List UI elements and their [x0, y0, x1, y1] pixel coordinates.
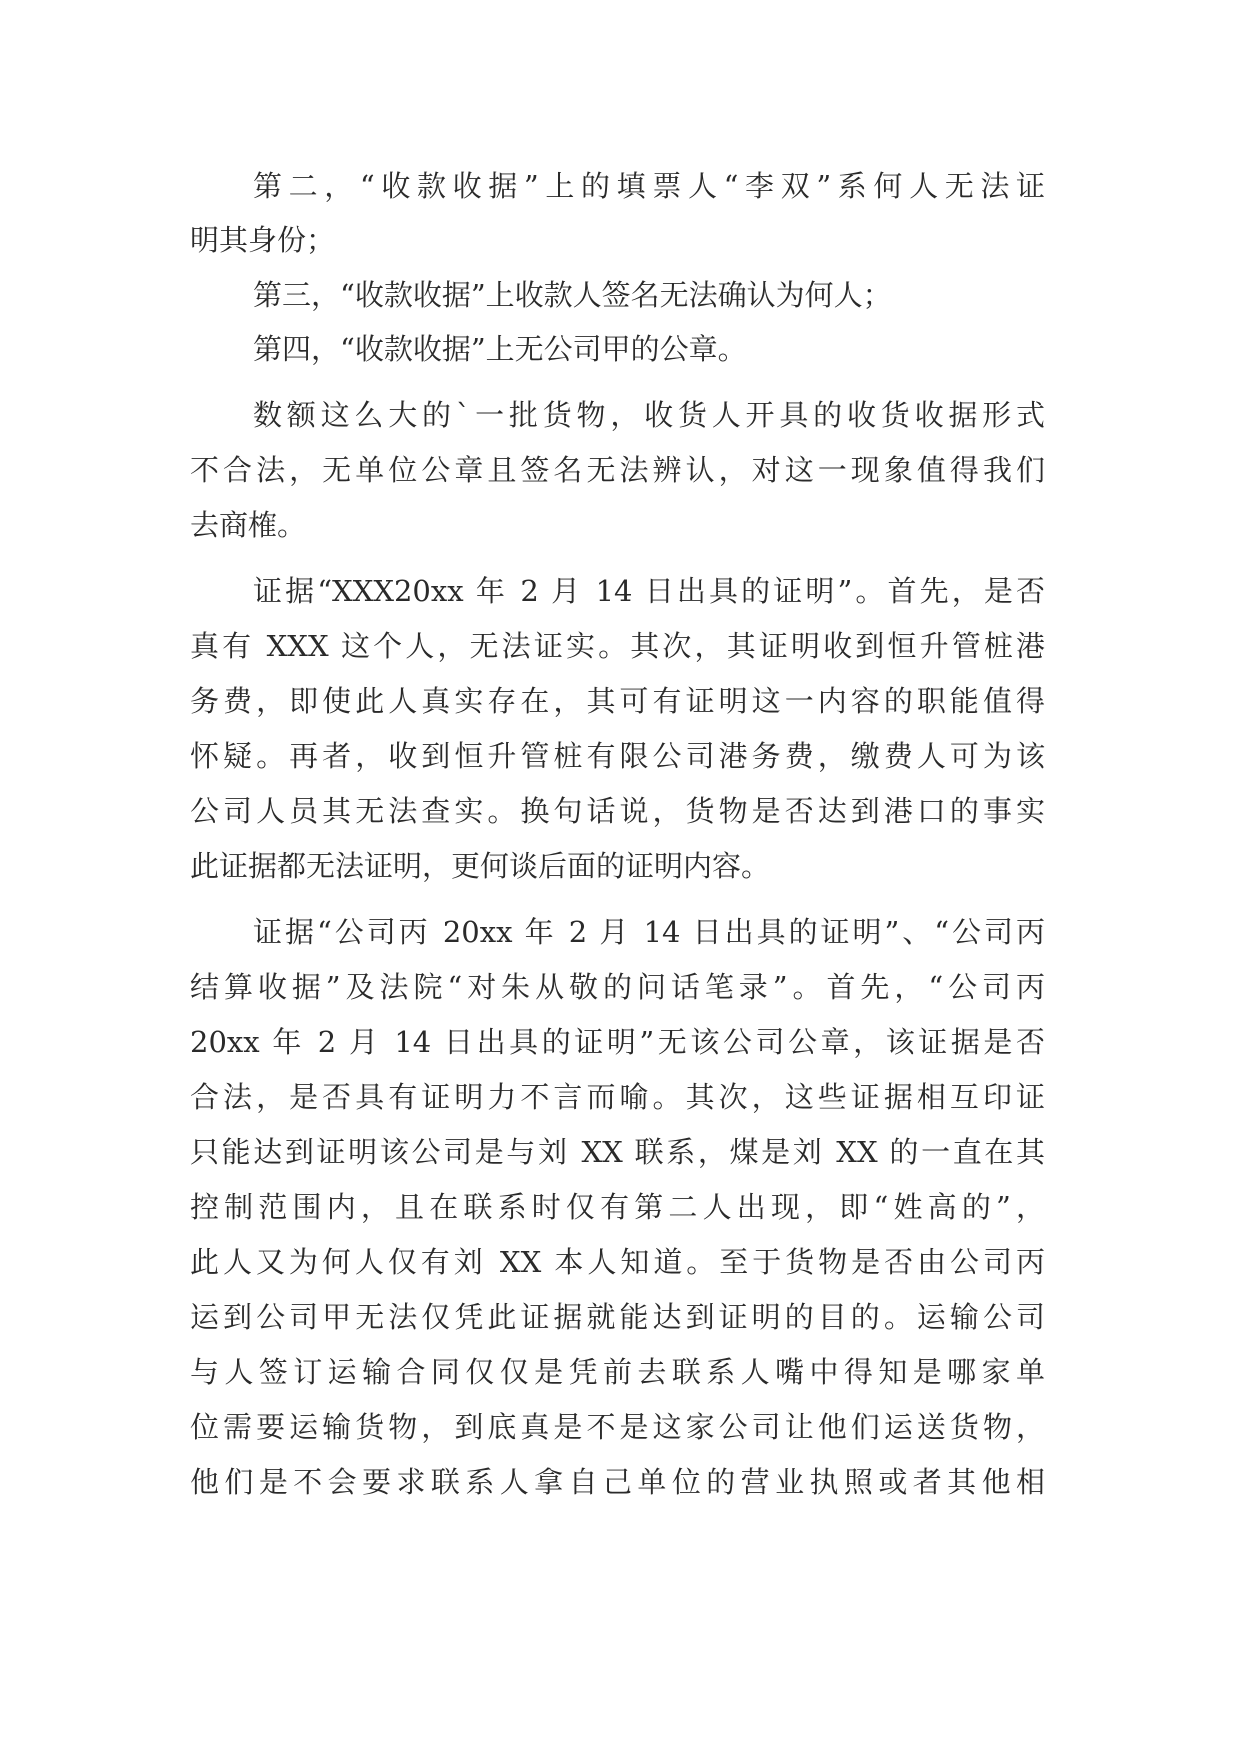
- paragraph-line: 20xx 年 2 月 14 日出具的证明”无该公司公章，该证据是否: [190, 1025, 1045, 1059]
- paragraph-line: 合法，是否具有证明力不言而喻。其次，这些证据相互印证: [190, 1080, 1045, 1114]
- paragraph-line: 第四，“收款收据”上无公司甲的公章。: [253, 332, 747, 366]
- paragraph-line: 证据“公司丙 20xx 年 2 月 14 日出具的证明”、“公司丙: [253, 915, 1045, 949]
- paragraph-line: 运到公司甲无法仅凭此证据就能达到证明的目的。运输公司: [190, 1300, 1045, 1334]
- paragraph-line: 明其身份；: [190, 223, 336, 257]
- paragraph-line: 务费，即使此人真实存在，其可有证明这一内容的职能值得: [190, 684, 1045, 718]
- paragraph-line: 结算收据”及法院“对朱从敬的问话笔录”。首先，“公司丙: [190, 970, 1045, 1004]
- paragraph-line: 与人签订运输合同仅仅是凭前去联系人嘴中得知是哪家单: [190, 1355, 1045, 1389]
- paragraph-line: 此证据都无法证明，更何谈后面的证明内容。: [190, 849, 771, 883]
- paragraph-line: 此人又为何人仅有刘 XX 本人知道。至于货物是否由公司丙: [190, 1245, 1045, 1279]
- paragraph-line: 位需要运输货物，到底真是不是这家公司让他们运送货物，: [190, 1410, 1045, 1444]
- paragraph-line: 不合法，无单位公章且签名无法辨认，对这一现象值得我们: [190, 453, 1045, 487]
- paragraph-line: 证据“XXX20xx 年 2 月 14 日出具的证明”。首先，是否: [253, 574, 1045, 608]
- paragraph-line: 第二，“收款收据”上的填票人“李双”系何人无法证: [253, 169, 1045, 203]
- paragraph-line: 只能达到证明该公司是与刘 XX 联系，煤是刘 XX 的一直在其: [190, 1135, 1045, 1169]
- paragraph-line: 去商榷。: [190, 508, 307, 542]
- paragraph-line: 数额这么大的`一批货物，收货人开具的收货收据形式: [253, 398, 1045, 432]
- paragraph-line: 真有 XXX 这个人，无法证实。其次，其证明收到恒升管桩港: [190, 629, 1045, 663]
- paragraph-line: 他们是不会要求联系人拿自己单位的营业执照或者其他相: [190, 1465, 1045, 1499]
- paragraph-line: 公司人员其无法查实。换句话说，货物是否达到港口的事实: [190, 794, 1045, 828]
- paragraph-line: 怀疑。再者，收到恒升管桩有限公司港务费，缴费人可为该: [190, 739, 1045, 773]
- paragraph-line: 第三，“收款收据”上收款人签名无法确认为何人；: [253, 278, 892, 312]
- paragraph-line: 控制范围内，且在联系时仅有第二人出现，即“姓高的”，: [190, 1190, 1045, 1224]
